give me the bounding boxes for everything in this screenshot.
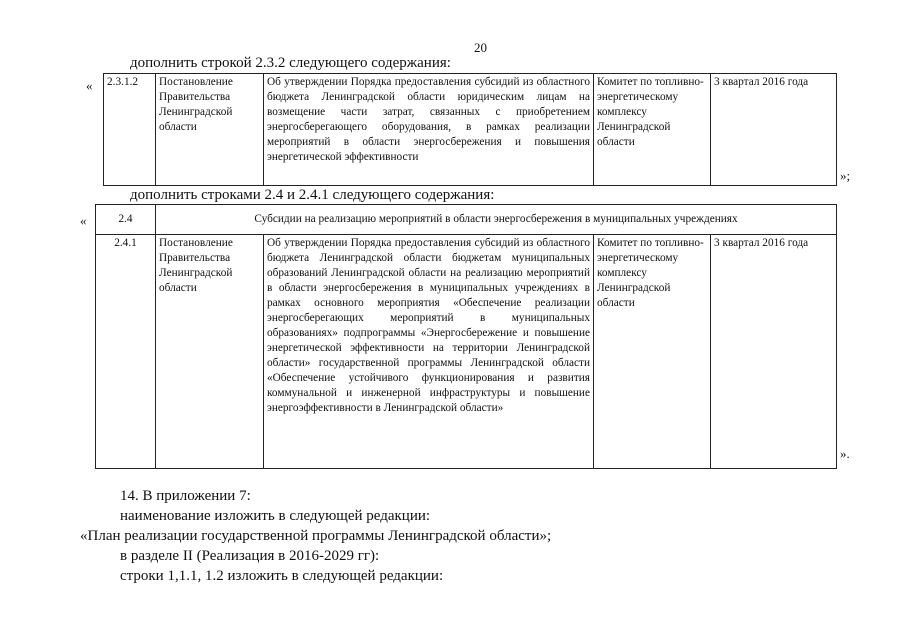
page-number: 20 [474,40,487,55]
quote-close-b: ». [840,446,850,461]
paragraph-name: наименование изложить в следующей редакции: [120,508,431,524]
document-type: Постановление Правительства Ленинградской области [156,235,264,469]
paragraph-section: в разделе II (Реализация в 2016-2029 гг): [120,548,380,564]
executor: Комитет по топливно-энергетическому комплексу Ленинградской области [594,235,711,469]
instruction-add-rows-24: дополнить строками 2.4 и 2.4.1 следующего содержания: [130,187,495,203]
table-row [104,74,837,186]
document-title: Об утверждении Порядка предоставления субсидий из областного бюджета Ленинградской области бюджетам муниципальных образований Ленинградской области на реализацию мероприятий в области энергосбережения в муниципальных учреждениях в рамках основного мероприятия «Обеспечение реализации энергосберегающих мероприятий в муниципальных образованиях» подпрограммы «Энергосбережение и повышение энергетической эффективности на территории Ленинградской области» государственной программы Ленинградской области «Обеспечение устойчивого функционирования и развития коммунальной и инженерной инфраструктуры и повышение энергоэффективности в Ленинградской области» [264,235,594,469]
paragraph-14: 14. В приложении 7: [120,488,251,504]
document-title: Об утверждении Порядка предоставления субсидий из областного бюджета Ленинградской области юридическим лицам на возмещение части затрат, связанных с приобретением энергосберегающего оборудования, в рамках реализации мероприятий в области энергосбережения и повышения энергетической эффективности [264,74,594,186]
instruction-add-row-232: дополнить строкой 2.3.2 следующего содержания: [130,55,451,71]
quote-open-b: « [80,213,87,228]
paragraph-quote: «План реализации государственной программы Ленинградской области»; [80,528,552,544]
row-number: 2.4.1 [96,235,156,469]
table-row [96,235,837,469]
quote-close-a: »; [840,168,851,183]
document-type: Постановление Правительства Ленинградской области [156,74,264,186]
quote-open-a: « [86,78,93,93]
deadline: 3 квартал 2016 года [711,74,837,186]
table-row-232 [103,73,837,186]
table-row [96,205,837,235]
deadline: 3 квартал 2016 года [711,235,837,469]
row-number: 2.3.1.2 [104,74,156,186]
row-number: 2.4 [96,205,156,235]
section-title: Субсидии на реализацию мероприятий в области энергосбережения в муниципальных учреждениях [156,205,837,235]
executor: Комитет по топливно-энергетическому комплексу Ленинградской области [594,74,711,186]
table-rows-24 [95,204,837,469]
paragraph-rows: строки 1,1.1, 1.2 изложить в следующей редакции: [120,568,444,584]
